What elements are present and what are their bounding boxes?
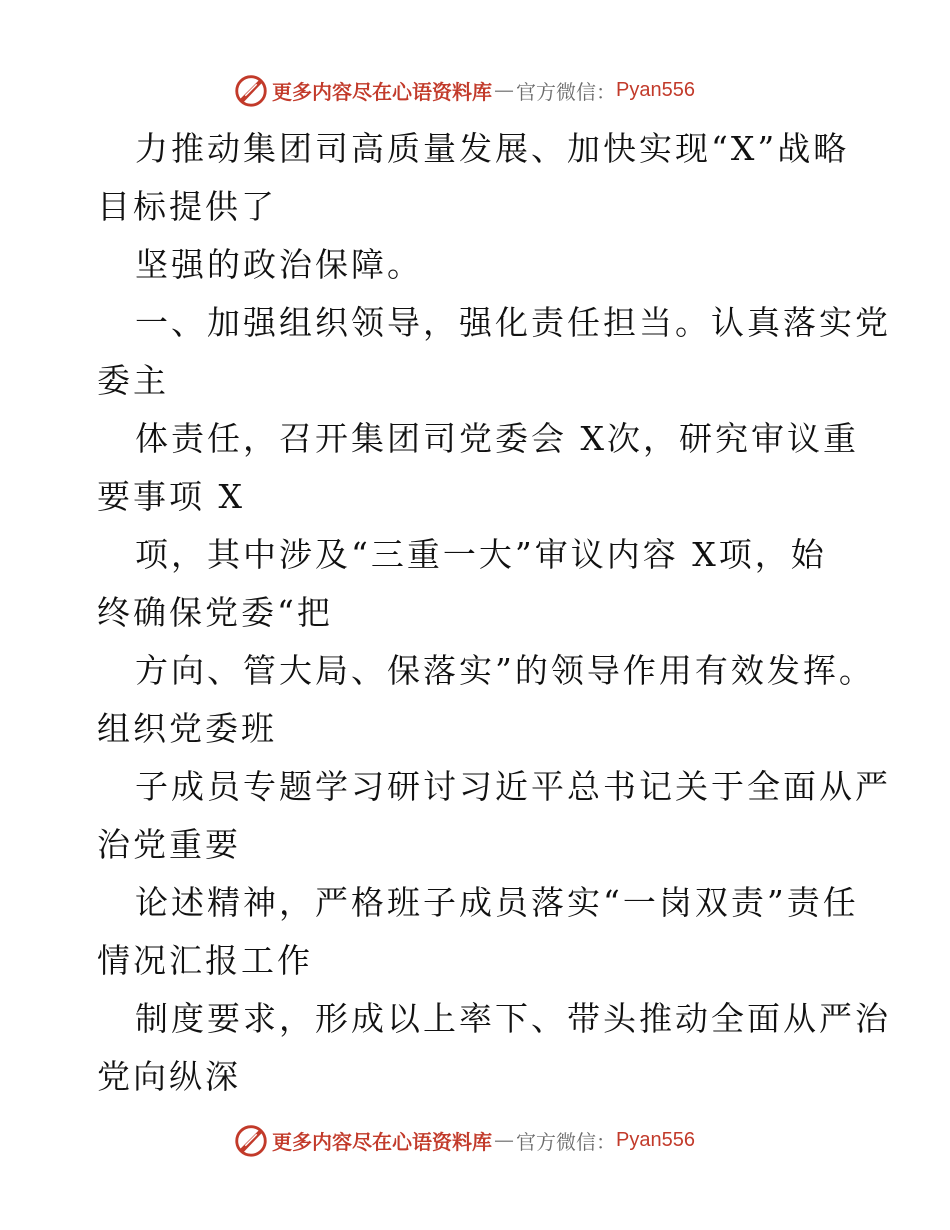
body-line-3: 坚强的政治保障。 [135,245,423,284]
body-line-8: 项，其中涉及“三重一大”审议内容 X项，始 [135,535,827,574]
header-wechat-label: 官方微信： [516,79,616,104]
body-line-15: 情况汇报工作 [97,941,313,980]
body-line-2: 目标提供了 [97,187,277,226]
footer-watermark-banner [232,1120,712,1160]
body-line-12: 子成员专题学习研讨习近平总书记关于全面从严 [135,767,891,806]
body-line-6: 体责任，召开集团司党委会 X次，研究审议重 [135,419,859,458]
body-line-4: 一、加强组织领导，强化责任担当。认真落实党 [135,303,891,342]
header-banner-text: 更多内容尽在心语资料库 [272,79,492,104]
document-body [97,120,891,1106]
header-banner-dash: — [494,78,514,102]
body-line-17: 党向纵深 [97,1057,241,1096]
body-line-10: 方向、管大局、保落实”的领导作用有效发挥。 [135,651,875,690]
footer-banner-dash: — [494,1128,514,1152]
body-line-5: 委主 [97,361,169,400]
footer-wechat-label: 官方微信： [516,1129,616,1154]
header-wechat-id: Pyan556 [616,78,695,101]
body-line-14: 论述精神，严格班子成员落实“一岗双责”责任 [135,883,859,922]
quill-logo-icon [232,1121,270,1159]
footer-banner-text: 更多内容尽在心语资料库 [272,1129,492,1154]
body-line-7: 要事项 X [97,477,245,516]
body-line-1: 力推动集团司高质量发展、加快实现“X”战略 [135,129,850,168]
body-line-16: 制度要求，形成以上率下、带头推动全面从严治 [135,999,891,1038]
body-line-9: 终确保党委“把 [97,593,333,632]
body-line-11: 组织党委班 [97,709,277,748]
quill-logo-icon [232,71,270,109]
body-line-13: 治党重要 [97,825,241,864]
header-watermark-banner [232,70,712,110]
footer-wechat-id: Pyan556 [616,1128,695,1151]
